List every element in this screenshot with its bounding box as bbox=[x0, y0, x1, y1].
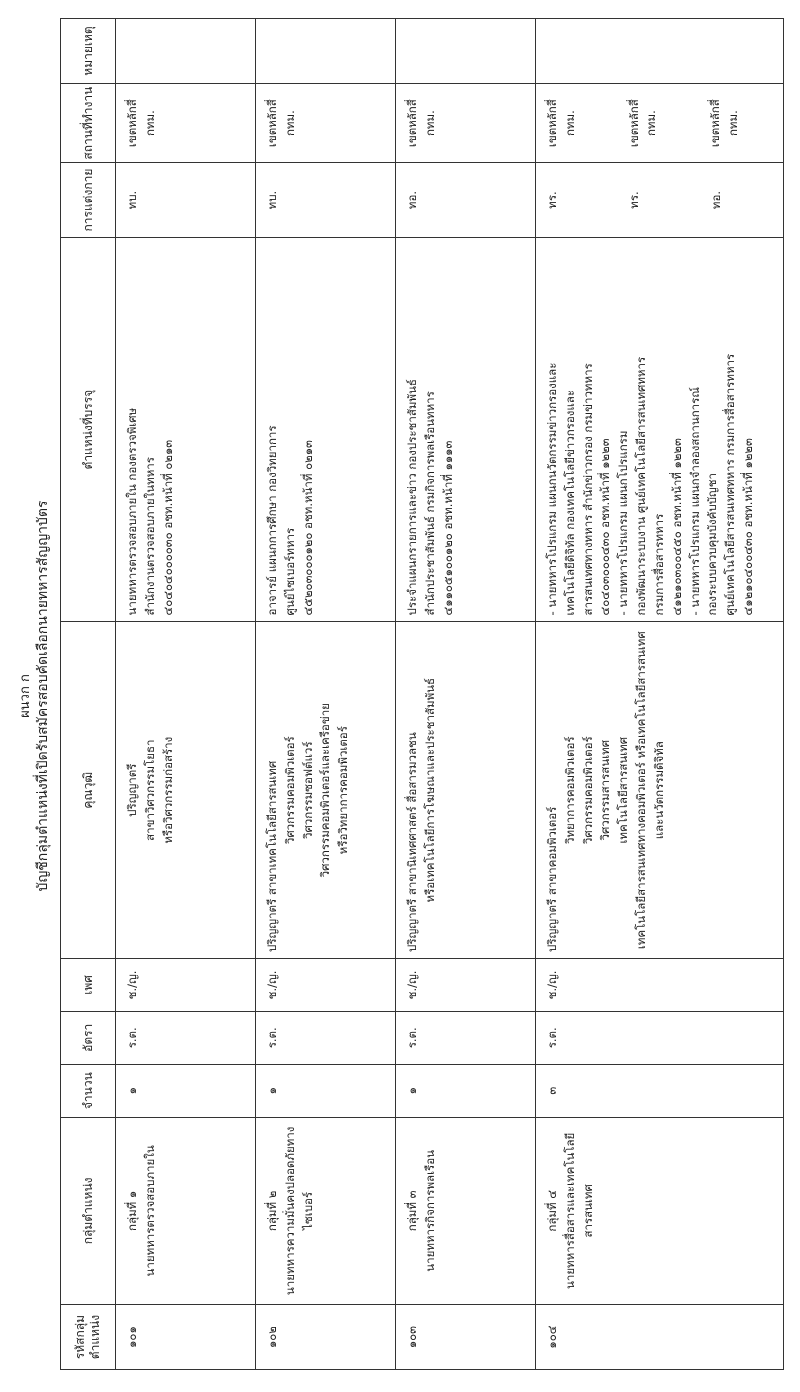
row-group bbox=[396, 1117, 536, 1305]
workplace-line: เขตหลักสี่ กทม. bbox=[405, 99, 437, 148]
dress-line: ทอ. bbox=[708, 190, 723, 210]
row-dress: ทอ. bbox=[396, 163, 536, 238]
row-dress: ทบ. bbox=[256, 163, 396, 238]
row-qualification bbox=[256, 622, 396, 959]
row-qualification bbox=[536, 622, 784, 959]
position-line: กรมการสื่อสารทหาร bbox=[651, 513, 666, 616]
row-qualification bbox=[396, 622, 536, 959]
header-row bbox=[61, 19, 116, 1370]
workplace-line: เขตหลักสี่ กทม. bbox=[626, 99, 659, 148]
row-position bbox=[116, 237, 256, 622]
header-qualification: คุณวุฒิ bbox=[61, 622, 116, 959]
row-code: ๑๐๑ bbox=[116, 1305, 256, 1370]
position-line: อาจารย์ แผนกการศึกษา กองวิทยาการ bbox=[265, 425, 279, 616]
row-workplace bbox=[116, 83, 256, 162]
row-code: ๑๐๔ bbox=[536, 1305, 784, 1370]
position-line: ศูนย์เทคโนโลยีสารสนเทศทหาร กรมการสื่อสารทหาร bbox=[723, 353, 738, 616]
position-line: ประจำแผนกรายการและข่าว กองประชาสัมพันธ์ bbox=[405, 379, 419, 616]
qualification-line: หรือเทคโนโลยีการโฆษณาและประชาสัมพันธ์ bbox=[422, 677, 437, 903]
table-row bbox=[536, 19, 784, 1370]
workplace-line: เขตหลักสี่ กทม. bbox=[265, 99, 297, 148]
row-sex: ช./ญ. bbox=[396, 958, 536, 1011]
qualification-line: เทคโนโลยีสารสนเทศ bbox=[616, 736, 631, 844]
table-row bbox=[116, 19, 256, 1370]
qualification-line: วิศวกรรมคอมพิวเตอร์และเครือข่าย bbox=[318, 703, 333, 878]
qualification-line: วิทยาการคอมพิวเตอร์ bbox=[562, 736, 577, 844]
qualification-line: หรือวิศวกรรมก่อสร้าง bbox=[160, 736, 175, 844]
row-qualification bbox=[116, 622, 256, 959]
position-line: ๔๑๒๑๐๓๐๐๔๕๐ อชท.หน้าที่ ๑๒๒๓ bbox=[669, 438, 684, 616]
header-rate: อัตรา bbox=[61, 1011, 116, 1064]
row-note bbox=[396, 19, 536, 84]
group-name: นายทหารสื่อสารและเทคโนโลยีสารสนเทศ bbox=[562, 1132, 595, 1289]
header-note: หมายเหตุ bbox=[61, 19, 116, 84]
header-code: รหัสกลุ่มตำแหน่ง bbox=[61, 1305, 116, 1370]
group-number: กลุ่มที่ ๓ bbox=[405, 1190, 419, 1232]
row-note bbox=[536, 19, 784, 84]
qualification-line: ปริญญาตรี สาขานิเทศศาสตร์ สื่อสารมวลชน bbox=[405, 732, 419, 952]
position-line: สารสนเทศทางทหาร สำนักข่าวกรอง กรมข่าวทหาร bbox=[580, 363, 595, 616]
row-rate: ร.ต. bbox=[396, 1011, 536, 1064]
row-sex: ช./ญ. bbox=[256, 958, 396, 1011]
position-line: ๔๐๔๐๔๐๐๐๐๓๐ อชท.หน้าที่ ๐๒๑๓ bbox=[160, 439, 175, 616]
group-number: กลุ่มที่ ๑ bbox=[125, 1190, 139, 1231]
row-position bbox=[256, 237, 396, 622]
position-line: ๔๑๒๑๐๔๐๐๔๓๐ อชท.หน้าที่ ๑๒๒๓ bbox=[740, 438, 755, 616]
group-number: กลุ่มที่ ๔ bbox=[545, 1190, 559, 1232]
row-workplace bbox=[256, 83, 396, 162]
group-name: นายทหารความมั่นคงปลอดภัยทางไซเบอร์ bbox=[282, 1126, 315, 1296]
workplace-line: เขตหลักสี่ กทม. bbox=[125, 99, 157, 148]
qualification-line: วิศวกรรมคอมพิวเตอร์ bbox=[580, 736, 595, 845]
row-code: ๑๐๓ bbox=[396, 1305, 536, 1370]
position-line: กองระบบควบคุมบังคับบัญชา bbox=[705, 473, 720, 616]
position-line: ๔๑๑๐๕๑๐๐๑๒๐ อชท.หน้าที่ ๑๑๑๓ bbox=[440, 440, 455, 616]
position-line: กองพัฒนาระบบงาน ศูนย์เทคโนโลยีสารสนเทศทหาร bbox=[634, 356, 649, 616]
row-note bbox=[256, 19, 396, 84]
qualification-line: วิศวกรรมสารสนเทศ bbox=[598, 739, 613, 841]
row-position bbox=[536, 237, 784, 622]
row-dress: ทบ. bbox=[116, 163, 256, 238]
row-count: ๑ bbox=[396, 1064, 536, 1117]
header-dress: การแต่งกาย bbox=[61, 163, 116, 238]
row-note bbox=[116, 19, 256, 84]
row-workplace bbox=[396, 83, 536, 162]
position-line: นายทหารตรวจสอบภายใน กองตรวจพิเศษ bbox=[125, 407, 139, 616]
position-line: - นายทหารโปรแกรม แผนกจำลองสถานการณ์ bbox=[687, 387, 702, 616]
row-sex: ช./ญ. bbox=[536, 958, 784, 1011]
header-sex: เพศ bbox=[61, 958, 116, 1011]
appendix-label: ผนวก ก bbox=[18, 674, 33, 718]
header-count: จำนวน bbox=[61, 1064, 116, 1117]
group-number: กลุ่มที่ ๒ bbox=[265, 1190, 279, 1232]
position-line: ศูนย์ไซเบอร์ทหาร bbox=[282, 527, 297, 616]
qualification-line: และนวัตกรรมดิจิทัล bbox=[651, 741, 666, 840]
row-group bbox=[116, 1117, 256, 1305]
row-rate: ร.ต. bbox=[536, 1011, 784, 1064]
dress-line: ทร. bbox=[545, 191, 559, 209]
positions-table bbox=[60, 18, 784, 1370]
position-line: สำนักงานตรวจสอบภายในทหาร bbox=[142, 457, 157, 616]
qualification-line: หรือวิทยาการคอมพิวเตอร์ bbox=[336, 726, 351, 855]
qualification-line: เทคโนโลยีสารสนเทศทางคอมพิวเตอร์ หรือเทคโนโลยีสารสนเทศ bbox=[634, 631, 649, 950]
workplace-line: เขตหลักสี่ กทม. bbox=[708, 99, 741, 148]
position-line: - นายทหารโปรแกรม แผนกโปรแกรม bbox=[616, 430, 631, 616]
row-workplace bbox=[536, 83, 784, 162]
position-line: สำนักประชาสัมพันธ์ กรมกิจการพลเรือนทหาร bbox=[422, 391, 437, 616]
qualification-line: ปริญญาตรี สาขาเทคโนโลยีสารสนเทศ bbox=[265, 760, 279, 952]
qualification-line: ปริญญาตรี bbox=[125, 763, 139, 817]
dress-line: ทร. bbox=[626, 191, 641, 209]
position-line: ๔๐๔๐๓๐๐๐๔๓๐ อชท.หน้าที่ ๑๒๒๓ bbox=[598, 438, 613, 616]
row-position bbox=[396, 237, 536, 622]
row-count: ๓ bbox=[536, 1064, 784, 1117]
row-rate: ร.ต. bbox=[256, 1011, 396, 1064]
row-dress bbox=[536, 163, 784, 238]
row-sex: ช./ญ. bbox=[116, 958, 256, 1011]
qualification-line: วิศวกรรมซอฟต์แวร์ bbox=[300, 741, 315, 839]
table-row bbox=[396, 19, 536, 1370]
table-row bbox=[256, 19, 396, 1370]
workplace-line: เขตหลักสี่ กทม. bbox=[545, 99, 577, 148]
document-title: บัญชีกลุ่มตำแหน่งที่เปิดรับสมัครสอบคัดเลือกนายทหารสัญญาบัตร bbox=[35, 500, 51, 892]
header-position: ตำแหน่งที่บรรจุ bbox=[61, 237, 116, 622]
row-group bbox=[256, 1117, 396, 1305]
row-count: ๑ bbox=[116, 1064, 256, 1117]
row-count: ๑ bbox=[256, 1064, 396, 1117]
qualification-line: วิศวกรรมคอมพิวเตอร์ bbox=[282, 736, 297, 845]
qualification-line: ปริญญาตรี สาขาคอมพิวเตอร์ bbox=[545, 806, 559, 952]
position-line: ๔๕๒๐๓๐๐๐๑๒๐ อชท.หน้าที่ ๐๒๑๓ bbox=[300, 440, 315, 616]
row-rate: ร.ต. bbox=[116, 1011, 256, 1064]
header-group: กลุ่มตำแหน่ง bbox=[61, 1117, 116, 1305]
group-name: นายทหารตรวจสอบภายใน bbox=[142, 1145, 157, 1277]
position-line: เทคโนโลยีดิจิทัล กองเทคโนโลยีข่าวกรองและ bbox=[562, 389, 577, 616]
qualification-line: สาขาวิศวกรรมโยธา bbox=[142, 739, 157, 841]
position-line: - นายทหารโปรแกรม แผนกนวัตกรรมข่าวกรองและ bbox=[545, 362, 559, 616]
group-name: นายทหารกิจการพลเรือน bbox=[422, 1150, 437, 1272]
row-code: ๑๐๒ bbox=[256, 1305, 396, 1370]
row-group bbox=[536, 1117, 784, 1305]
header-workplace: สถานที่ทำงาน bbox=[61, 83, 116, 162]
